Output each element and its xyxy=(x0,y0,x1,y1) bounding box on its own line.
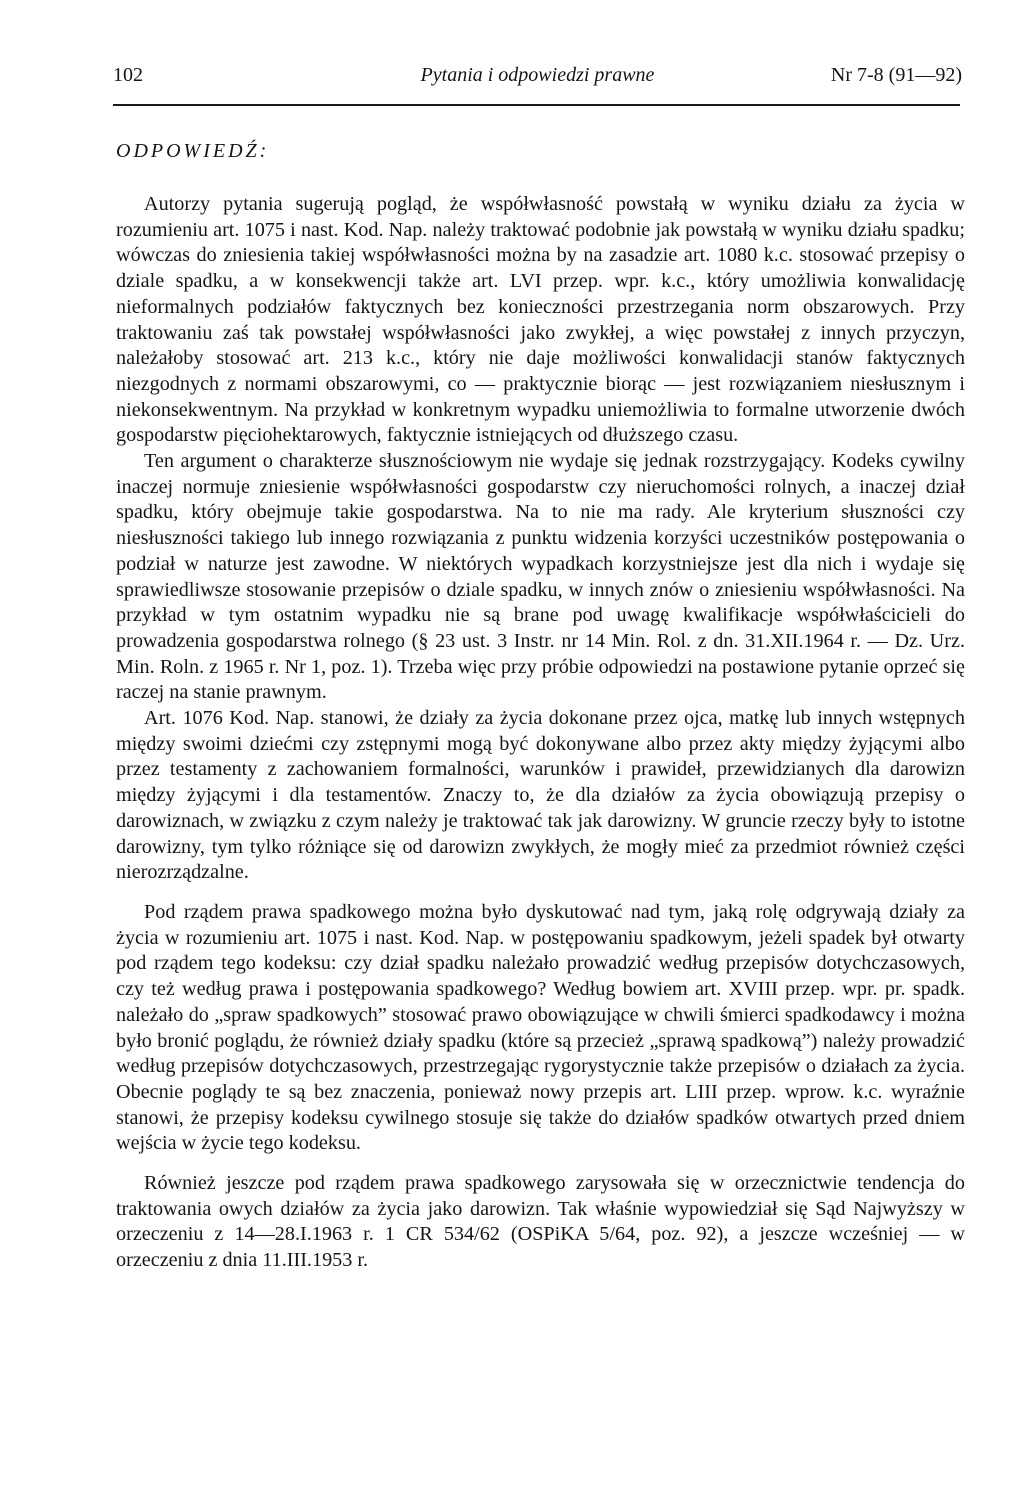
paragraph: Ten argument o charakterze słusznościowym nie wydaje się jednak rozstrzygający. Kodeks cywilny inaczej normuje zniesienie współwłasności gospodarstw czy nieruchomości rolnych, a inaczej dział spadku, który obejmuje takie gospodarstwa. Na to nie ma rady. Ale kryterium słuszności czy niesłuszności takiego lub innego rozwiązania z punktu widzenia korzyści uczestników postępowania o podział w naturze jest zawodne. W niektórych wypadkach korzystniejsze jest dla nich i wydaje się sprawiedliwsze stosowanie przepisów o dziale spadku, w innych znów o zniesieniu współwłasności. Na przykład w tym ostatnim wypadku nie są brane pod uwagę kwalifikacje współwłaścicieli do prowadzenia gospodarstwa rolnego (§ 23 ust. 3 Instr. nr 14 Min. Rol. z dn. 31.XII.1964 r. — Dz. Urz. Min. Roln. z 1965 r. Nr 1, poz. 1). Trzeba więc przy próbie odpowiedzi na postawione pytanie oprzeć się raczej na stanie prawnym. xyxy=(116,450,965,704)
header-rule xyxy=(113,104,960,106)
page-number: 102 xyxy=(113,64,143,86)
body-text xyxy=(116,192,965,1274)
paragraph: Autorzy pytania sugerują pogląd, że współwłasność powstałą w wyniku działu za życia w rozumieniu art. 1075 i nast. Kod. Nap. należy traktować podobnie jak powstałą w wyniku działu spadku; wówczas do zniesienia takiej współwłasności można by na zasadzie art. 1080 k.c. stosować przepisy o dziale spadku, a w konsekwencji także art. LVI przep. wpr. k.c., który umożliwia konwalidację nieformalnych podziałów faktycznych bez konieczności przestrzegania norm obszarowych. Przy traktowaniu zaś tak powstałej współwłasności jako zwykłej, a więc powstałej z innych przyczyn, należałoby stosować art. 213 k.c., który nie daje możliwości konwalidacji stanów faktycznych niezgodnych z normami obszarowymi, co — praktycznie biorąc — jest rozwiązaniem niesłusznym i niekonsekwentnym. Na przykład w konkretnym wypadku uniemożliwia to formalne utworzenie dwóch gospodarstw pięciohektarowych, faktycznie istniejących od dłuższego czasu. xyxy=(116,193,965,447)
issue-number: Nr 7-8 (91—92) xyxy=(830,64,962,86)
section-title: ODPOWIEDŹ: xyxy=(116,140,270,162)
paragraph: Pod rządem prawa spadkowego można było dyskutować nad tym, jaką rolę odgrywają działy za życia w rozumieniu art. 1075 i nast. Kod. Nap. w postępowaniu spadkowym, jeżeli spadek był otwarty pod rządem tego kodeksu: czy dział spadku należało prowadzić według przepisów dotychczasowych, czy też według prawa i postępowania spadkowego? Według bowiem art. XVIII przep. wpr. pr. spadk. należało do „spraw spadkowych” stosować prawo obowiązujące w chwili śmierci spadkodawcy i można było bronić poglądu, że również działy spadku (które są przecież „sprawą spadkową”) należy prowadzić według przepisów dotychczasowych, przestrzegając rygorystycznie także przepisów o działach za życia. Obecnie poglądy te są bez znaczenia, ponieważ nowy przepis art. LIII przep. wprow. k.c. wyraźnie stanowi, że przepisy kodeksu cywilnego stosuje się także do działów spadków otwartych przed dniem wejścia w życie tego kodeksu. xyxy=(116,900,965,1155)
journal-title: Pytania i odpowiedzi prawne xyxy=(420,64,655,86)
paragraph: Art. 1076 Kod. Nap. stanowi, że działy za życia dokonane przez ojca, matkę lub innych wstępnych między swoimi dziećmi czy zstępnymi mogą być dokonywane albo przez akty między żyjącymi albo przez testamenty z zachowaniem formalności, warunków i prawideł, przewidzianych dla darowizn między żyjącymi i dla testamentów. Znaczy to, że dla działów za życia obowiązują przepisy o darowiznach, w związku z czym należy je traktować tak jak darowizny. W gruncie rzeczy były to istotne darowizny, tym tylko różniące się od darowizn zwykłych, że mogły mieć za przedmiot również części nierozrządzalne. xyxy=(116,707,965,884)
paragraph: Również jeszcze pod rządem prawa spadkowego zarysowała się w orzecznictwie tendencja do traktowania owych działów za życia jako darowizn. Tak właśnie wypowiedział się Sąd Najwyższy w orzeczeniu z 14—28.I.1963 r. 1 CR 534/62 (OSPiKA 5/64, poz. 92), a jeszcze wcześniej — w orzeczeniu z dnia 11.III.1953 r. xyxy=(116,1172,965,1272)
page-header xyxy=(113,64,962,94)
